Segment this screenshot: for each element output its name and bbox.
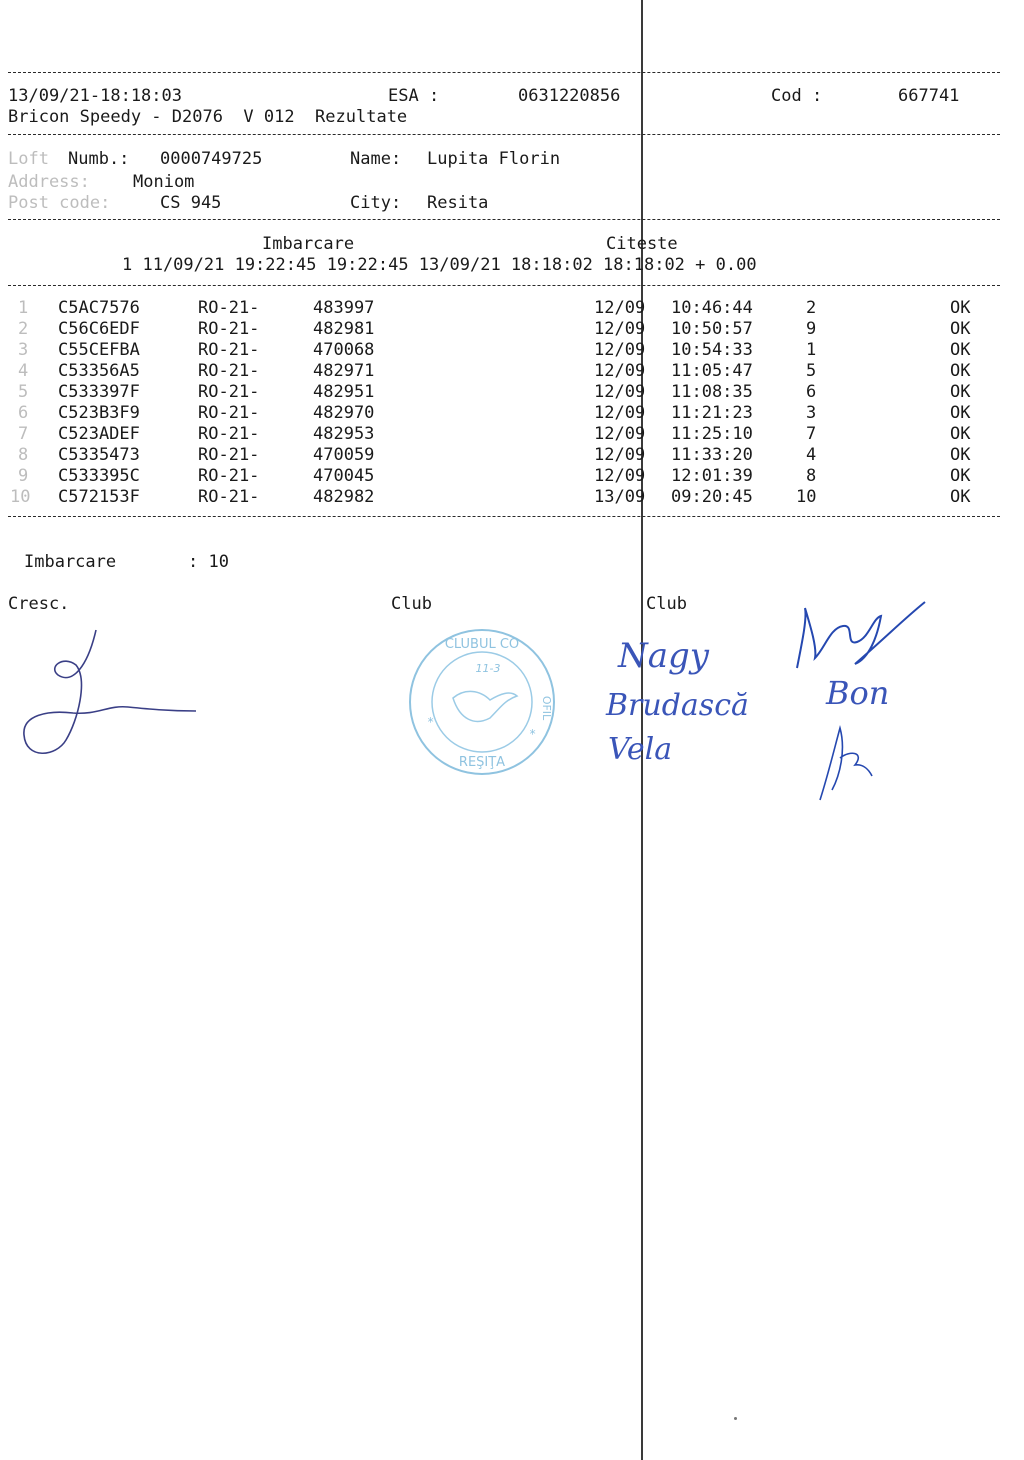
row-date: 13/09: [594, 487, 646, 507]
row-chip: C56C6EDF: [58, 319, 140, 339]
clock-line: 1 11/09/21 19:22:45 19:22:45 13/09/21 18:18:02 18:18:02 + 0.00: [122, 255, 757, 275]
row-time: 10:54:33: [671, 340, 753, 360]
handwritten-name-1: Nagy: [618, 636, 709, 676]
row-time: 10:50:57: [671, 319, 753, 339]
cod-label: Cod :: [771, 86, 823, 106]
row-date: 12/09: [594, 340, 646, 360]
row-status: OK: [950, 298, 971, 318]
row-index: 10: [10, 487, 31, 507]
row-ring: RO-21-: [198, 361, 260, 381]
table-row: [0, 340, 1000, 361]
handwritten-name-3: Vela: [608, 732, 673, 767]
row-chip: C55CEFBA: [58, 340, 140, 360]
club-stamp: [405, 628, 559, 776]
row-index: 1: [18, 298, 29, 318]
scan-speck: [734, 1417, 737, 1420]
table-row: [0, 403, 1000, 424]
row-rank: 9: [806, 319, 817, 339]
loft-label-faint: Loft: [8, 149, 49, 169]
postcode-value: CS 945: [160, 193, 222, 213]
row-index: 2: [18, 319, 29, 339]
table-row: [0, 487, 1000, 508]
row-status: OK: [950, 424, 971, 444]
stamp-text-top: CLUBUL CO: [444, 637, 520, 652]
row-index: 5: [18, 382, 29, 402]
row-ring: RO-21-: [198, 445, 260, 465]
row-status: OK: [950, 340, 971, 360]
row-rank: 10: [796, 487, 817, 507]
row-date: 12/09: [594, 445, 646, 465]
row-time: 11:08:35: [671, 382, 753, 402]
row-chip: C533397F: [58, 382, 140, 402]
row-number: 482970: [313, 403, 375, 423]
club-label-right: Club: [646, 594, 687, 614]
row-index: 8: [18, 445, 29, 465]
report-title: Bricon Speedy - D2076 V 012 Rezultate: [8, 107, 408, 127]
row-time: 12:01:39: [671, 466, 753, 486]
row-time: 11:21:23: [671, 403, 753, 423]
row-number: 482981: [313, 319, 375, 339]
row-date: 12/09: [594, 298, 646, 318]
row-ring: RO-21-: [198, 424, 260, 444]
imbarcare-heading: Imbarcare: [262, 234, 355, 254]
row-date: 12/09: [594, 424, 646, 444]
row-rank: 5: [806, 361, 817, 381]
row-ring: RO-21-: [198, 340, 260, 360]
row-number: 470045: [313, 466, 375, 486]
row-time: 11:05:47: [671, 361, 753, 381]
row-number: 483997: [313, 298, 375, 318]
table-row: [0, 361, 1000, 382]
postcode-label: Post code:: [8, 193, 111, 213]
row-date: 12/09: [594, 382, 646, 402]
address-value: Moniom: [133, 172, 195, 192]
row-number: 482953: [313, 424, 375, 444]
divider: [8, 134, 1000, 135]
row-ring: RO-21-: [198, 382, 260, 402]
divider: [8, 516, 1000, 517]
row-index: 4: [18, 361, 29, 381]
row-index: 3: [18, 340, 29, 360]
row-number: 482951: [313, 382, 375, 402]
club-signature-1: [785, 598, 930, 678]
club-signature-3: [810, 720, 880, 805]
row-chip: C572153F: [58, 487, 140, 507]
divider: [8, 285, 1000, 286]
row-status: OK: [950, 445, 971, 465]
row-chip: C523B3F9: [58, 403, 140, 423]
row-index: 6: [18, 403, 29, 423]
row-rank: 8: [806, 466, 817, 486]
row-ring: RO-21-: [198, 319, 260, 339]
row-date: 12/09: [594, 319, 646, 339]
row-time: 09:20:45: [671, 487, 753, 507]
name-label: Name:: [350, 149, 402, 169]
row-chip: C5335473: [58, 445, 140, 465]
row-rank: 2: [806, 298, 817, 318]
esa-value: 0631220856: [518, 86, 621, 106]
row-date: 12/09: [594, 361, 646, 381]
summary-imbarcare-value: : 10: [188, 552, 229, 572]
row-status: OK: [950, 403, 971, 423]
row-chip: C5AC7576: [58, 298, 140, 318]
stamp-text-right: OFIL: [540, 695, 553, 721]
name-value: Lupita Florin: [427, 149, 561, 169]
row-time: 11:25:10: [671, 424, 753, 444]
row-number: 470059: [313, 445, 375, 465]
row-rank: 7: [806, 424, 817, 444]
club-signature-2: Bon: [826, 674, 890, 712]
citeste-heading: Citeste: [606, 234, 678, 254]
row-time: 11:33:20: [671, 445, 753, 465]
esa-label: ESA :: [388, 86, 440, 106]
report-datetime: 13/09/21-18:18:03: [8, 86, 182, 106]
row-status: OK: [950, 319, 971, 339]
row-rank: 1: [806, 340, 817, 360]
stamp-star-right: *: [529, 727, 537, 741]
row-ring: RO-21-: [198, 466, 260, 486]
summary-imbarcare-label: Imbarcare: [24, 552, 117, 572]
table-row: [0, 466, 1000, 487]
row-status: OK: [950, 487, 971, 507]
row-ring: RO-21-: [198, 487, 260, 507]
city-label: City:: [350, 193, 402, 213]
row-chip: C53356A5: [58, 361, 140, 381]
stamp-text-bottom: REŞIŢA: [458, 755, 506, 770]
row-index: 7: [18, 424, 29, 444]
row-index: 9: [18, 466, 29, 486]
row-status: OK: [950, 466, 971, 486]
loft-value: 0000749725: [160, 149, 263, 169]
row-chip: C533395C: [58, 466, 140, 486]
row-date: 12/09: [594, 466, 646, 486]
table-row: [0, 319, 1000, 340]
row-ring: RO-21-: [198, 298, 260, 318]
stamp-star-left: *: [427, 715, 435, 729]
table-row: [0, 298, 1000, 319]
row-rank: 6: [806, 382, 817, 402]
handwritten-name-2: Brudască: [606, 688, 749, 723]
table-row: [0, 424, 1000, 445]
row-number: 470068: [313, 340, 375, 360]
address-label: Address:: [8, 172, 90, 192]
divider: [8, 72, 1000, 73]
city-value: Resita: [427, 193, 489, 213]
row-time: 10:46:44: [671, 298, 753, 318]
row-date: 12/09: [594, 403, 646, 423]
row-chip: C523ADEF: [58, 424, 140, 444]
table-row: [0, 445, 1000, 466]
row-number: 482971: [313, 361, 375, 381]
row-rank: 3: [806, 403, 817, 423]
cod-value: 667741: [898, 86, 960, 106]
table-row: [0, 382, 1000, 403]
row-ring: RO-21-: [198, 403, 260, 423]
stamp-text-code: 11-3: [475, 662, 501, 675]
club-label-left: Club: [391, 594, 432, 614]
row-status: OK: [950, 361, 971, 381]
breeder-signature: [18, 625, 203, 765]
divider: [8, 219, 1000, 220]
cresc-label: Cresc.: [8, 594, 70, 614]
row-rank: 4: [806, 445, 817, 465]
row-number: 482982: [313, 487, 375, 507]
row-status: OK: [950, 382, 971, 402]
loft-label: Numb.:: [68, 149, 130, 169]
